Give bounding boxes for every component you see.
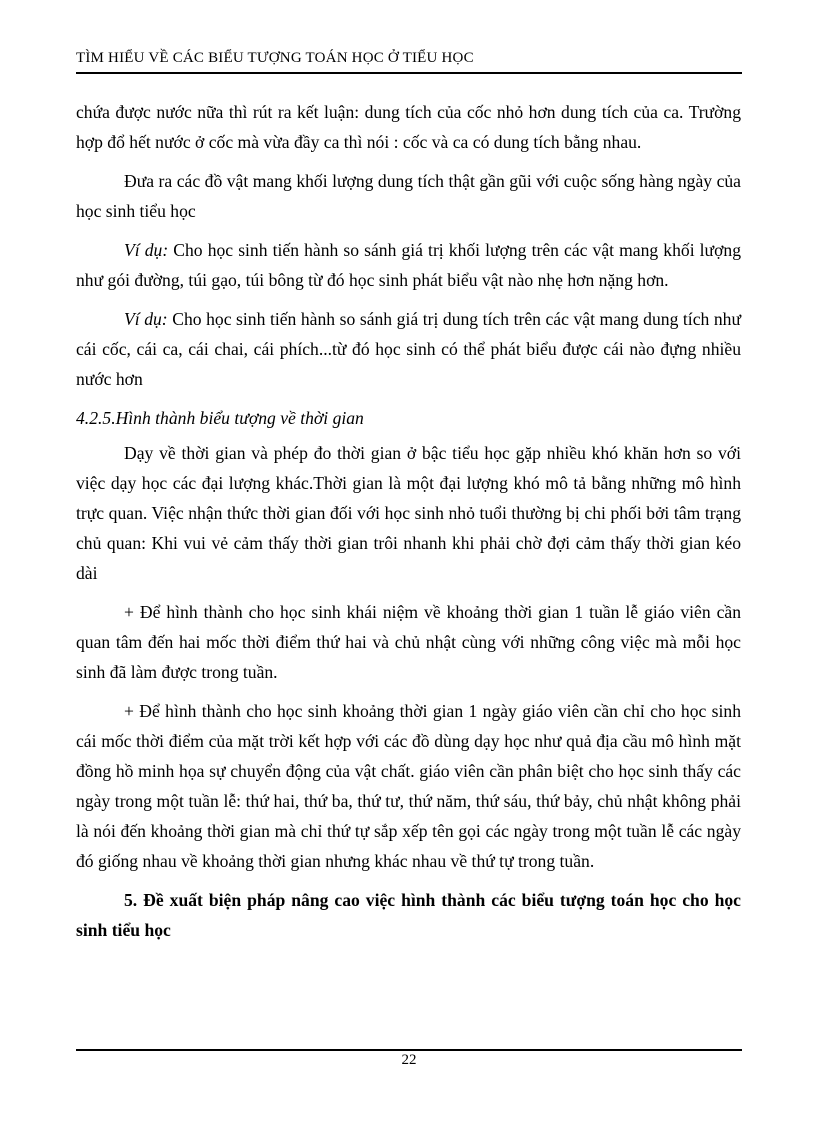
- paragraph-week: + Để hình thành cho học sinh khái niệm về khoảng thời gian 1 tuần lễ giáo viên cần quan tâm đến hai mốc thời điểm thứ hai và chủ nhật cùng với những công việc mà mỗi học sinh đã làm được trong tuần.: [76, 602, 741, 682]
- example-label: Ví dụ:: [124, 309, 168, 329]
- paragraph-time-intro: Dạy về thời gian và phép đo thời gian ở bậc tiểu học gặp nhiều khó khăn hơn so với việc dạy học các đại lượng khác.Thời gian là một đại lượng khó mô tả bằng những mô hình trực quan. Việc nhận thức thời gian đối với học sinh nhỏ tuổi thường bị chi phối bởi tâm trạng chủ quan: Khi vui vẻ cảm thấy thời gian trôi nhanh khi phải chờ đợi cảm thấy thời gian kéo dài: [76, 443, 741, 583]
- example-label: Ví dụ:: [124, 240, 169, 260]
- example-capacity: [76, 304, 741, 394]
- header-divider: [76, 72, 742, 74]
- paragraph-continuation: chứa được nước nữa thì rút ra kết luận: dung tích của cốc nhỏ hơn dung tích của ca. Trường hợp đổ hết nước ở cốc mà vừa đầy ca thì nói : cốc và ca có dung tích bằng nhau.: [76, 102, 741, 152]
- bold-section-heading: 5. Đề xuất biện pháp nâng cao việc hình thành các biểu tượng toán học cho học sinh tiểu học: [76, 890, 741, 940]
- document-body: [76, 97, 741, 954]
- page-number: 22: [401, 1052, 417, 1068]
- example-text: Cho học sinh tiến hành so sánh giá trị khối lượng trên các vật mang khối lượng như gói đường, túi gạo, túi bông từ đó học sinh phát biểu vật nào nhẹ hơn nặng hơn.: [76, 240, 741, 290]
- example-text: Cho học sinh tiến hành so sánh giá trị dung tích trên các vật mang dung tích như cái cốc, cái ca, cái chai, cái phích...từ đó học sinh có thể phát biểu được cái nào đựng nhiều nước hơn: [76, 309, 741, 389]
- header-title: TÌM HIỂU VỀ CÁC BIỂU TƯỢNG TOÁN HỌC Ở TIỂU HỌC: [76, 50, 474, 66]
- footer-divider: [76, 1049, 742, 1051]
- section-heading: 4.2.5.Hình thành biểu tượng về thời gian: [76, 408, 364, 428]
- paragraph-day: + Để hình thành cho học sinh khoảng thời gian 1 ngày giáo viên cần chỉ cho học sinh cái mốc thời điểm của mặt trời kết hợp với các đồ dùng dạy học như quả địa cầu mô hình mặt đồng hồ minh họa sự chuyển động của vật chất. giáo viên cần phân biệt cho học sinh thấy các ngày trong một tuần lễ: thứ hai, thứ ba, thứ tư, thứ năm, thứ sáu, thứ bảy, chủ nhật không phải là nói đến khoảng thời gian mà chỉ thứ tự sắp xếp tên gọi các ngày trong một tuần lễ các ngày đó giống nhau về khoảng thời gian nhưng khác nhau về thứ tự trong tuần.: [76, 701, 741, 871]
- example-mass: [76, 235, 741, 295]
- paragraph-objects: Đưa ra các đồ vật mang khối lượng dung tích thật gần gũi với cuộc sống hàng ngày của học sinh tiểu học: [76, 171, 741, 221]
